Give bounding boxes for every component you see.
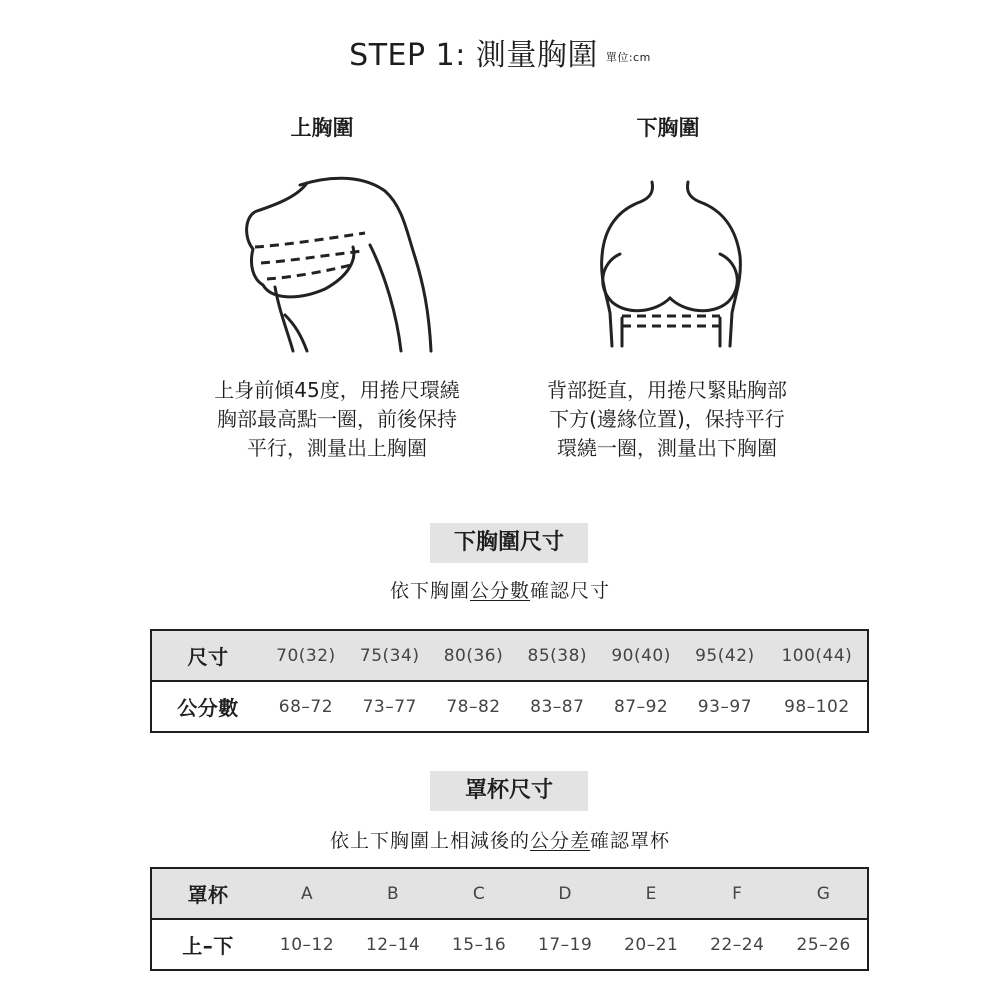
hint-text: 依下胸圍 xyxy=(389,580,470,602)
table-row xyxy=(151,868,868,919)
hint-underlined: 公分差 xyxy=(529,830,590,852)
table-cell: 85(38) xyxy=(515,630,599,681)
under-bust-desc xyxy=(497,376,837,463)
table-cell: C xyxy=(436,868,522,919)
table-cell: 20–21 xyxy=(624,934,679,955)
table-cell: 25–26 xyxy=(796,934,851,955)
unit-label: 單位:cm xyxy=(605,50,651,64)
table-row xyxy=(151,919,868,970)
table-cell: 98–102 xyxy=(784,696,850,717)
row-label: 尺寸 xyxy=(151,630,264,681)
upper-desc-line: 平行，測量出上胸圍 xyxy=(247,436,427,460)
band-size-banner: 下胸圍尺寸 xyxy=(430,523,588,563)
under-bust-heading: 下胸圍 xyxy=(636,116,700,140)
table-cell: 22–24 xyxy=(710,934,765,955)
under-bust-illustration xyxy=(590,178,755,356)
lower-desc-line: 背部挺直，用捲尺緊貼胸部 xyxy=(547,378,787,402)
table-cell: 78–82 xyxy=(446,696,501,717)
table-cell: 10–12 xyxy=(279,934,335,955)
row-label: 上–下 xyxy=(182,934,234,958)
table-cell: 70(32) xyxy=(264,630,348,681)
band-size-hint xyxy=(0,576,1000,603)
hint-text: 確認尺寸 xyxy=(530,580,611,602)
hint-text: 確認罩杯 xyxy=(590,830,671,852)
table-cell: 90(40) xyxy=(599,630,683,681)
title-text: STEP 1: 測量胸圍 xyxy=(349,38,598,73)
upper-bust-heading: 上胸圍 xyxy=(290,116,354,140)
upper-desc-line: 胸部最高點一圈，前後保持 xyxy=(217,407,457,431)
table-cell: E xyxy=(608,868,694,919)
table-cell: F xyxy=(694,868,780,919)
table-row xyxy=(151,681,868,732)
table-cell: 80(36) xyxy=(432,630,516,681)
table-cell: A xyxy=(264,868,350,919)
row-label: 公分數 xyxy=(177,696,239,720)
cup-size-table xyxy=(150,867,869,971)
table-cell: 93–97 xyxy=(697,696,753,717)
hint-underlined: 公分數 xyxy=(469,580,530,602)
table-cell: B xyxy=(350,868,436,919)
table-cell: 75(34) xyxy=(348,630,432,681)
table-cell: 68–72 xyxy=(278,696,334,717)
upper-desc-line: 上身前傾45度，用捲尺環繞 xyxy=(214,378,460,402)
row-label: 罩杯 xyxy=(151,868,264,919)
table-cell: 83–87 xyxy=(530,696,585,717)
lower-desc-line: 下方(邊緣位置)，保持平行 xyxy=(549,407,785,431)
hint-text: 依上下胸圍上相減後的 xyxy=(329,830,530,852)
upper-bust-desc xyxy=(167,376,507,463)
table-cell: 73–77 xyxy=(362,696,417,717)
table-cell: 95(42) xyxy=(683,630,767,681)
table-cell: 87–92 xyxy=(613,696,669,717)
table-cell: 15–16 xyxy=(451,934,507,955)
table-cell: 17–19 xyxy=(538,934,593,955)
table-cell: G xyxy=(780,868,868,919)
cup-size-banner: 罩杯尺寸 xyxy=(430,771,588,811)
table-cell: 100(44) xyxy=(767,630,868,681)
cup-size-hint xyxy=(0,826,1000,853)
upper-bust-illustration xyxy=(235,175,445,360)
table-cell: 12–14 xyxy=(365,934,421,955)
page-title xyxy=(0,30,1000,74)
band-size-table xyxy=(150,629,869,733)
lower-desc-line: 環繞一圈，測量出下胸圍 xyxy=(557,436,777,460)
table-cell: D xyxy=(522,868,608,919)
table-row xyxy=(151,630,868,681)
